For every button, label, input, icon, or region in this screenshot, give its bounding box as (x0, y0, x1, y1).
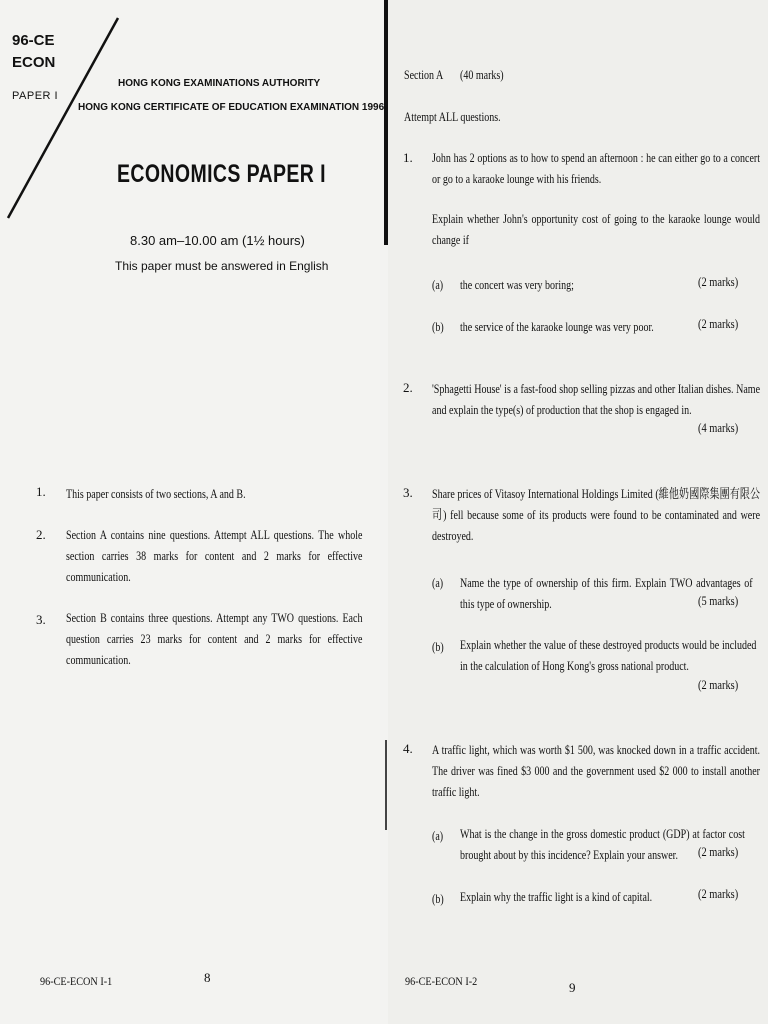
marks-label: (2 marks) (697, 316, 738, 331)
footer-page-number: 8 (204, 970, 211, 985)
marks-label: (2 marks) (697, 677, 738, 692)
marks-label: (2 marks) (697, 274, 738, 289)
question-text: A traffic light, which was worth $1 500, was knocked down in a traffic accident. The driver was fined $3 000 and the government used $2 000 to install another traffic light. (432, 742, 761, 799)
authority-heading: HONG KONG EXAMINATIONS AUTHORITY (118, 78, 321, 89)
question-text: Explain whether John's opportunity cost of going to the karaoke lounge would change if (432, 211, 761, 247)
paper-title: ECONOMICS PAPER I (117, 160, 326, 188)
instruction-text: Section B contains three questions. Attempt any TWO questions. Each question carries 23 marks for content and 2 marks for effective communication. (66, 610, 363, 667)
section-title: Section A (404, 67, 444, 82)
footer-paper-code: 96-CE-ECON I-2 (405, 974, 478, 988)
paper-number: PAPER I (12, 90, 59, 102)
subquestion-label: (a) (432, 575, 444, 590)
marks-label: (2 marks) (697, 844, 738, 859)
question-number: 2. (403, 380, 413, 395)
section-instruction: Attempt ALL questions. (404, 109, 501, 124)
marks-label: (4 marks) (697, 420, 738, 435)
exam-time: 8.30 am–10.00 am (1½ hours) (130, 233, 305, 248)
subquestion-label: (a) (432, 828, 444, 843)
instruction-text: Section A contains nine questions. Attempt ALL questions. The whole section carries 38 marks for content and 2 marks for effective communication. (66, 527, 363, 584)
question-text: 'Sphagetti House' is a fast-food shop selling pizzas and other Italian dishes. Name and explain the type(s) of production that the shop is engaged in. (432, 381, 761, 417)
exam-heading: HONG KONG CERTIFICATE OF EDUCATION EXAMINATION 1996 (78, 102, 385, 113)
footer-paper-code: 96-CE-ECON I-1 (40, 974, 113, 988)
binding-edge-mark (385, 740, 387, 830)
instruction-number: 2. (36, 527, 46, 542)
instruction-number: 3. (36, 612, 46, 627)
question-text: Share prices of Vitasoy International Holdings Limited (維他奶國際集團有限公司) fell because some of its products were found to be contaminated and were destroyed. (432, 486, 761, 543)
question-number: 4. (403, 741, 413, 756)
subquestion-text: Name the type of ownership of this firm. Explain TWO advantages of this type of ownership. (460, 575, 753, 611)
marks-label: (5 marks) (697, 593, 738, 608)
footer-page-number: 9 (569, 980, 576, 995)
subquestion-text: What is the change in the gross domestic product (GDP) at factor cost brought about by this incidence? Explain your answer. (460, 826, 745, 862)
subquestion-label: (b) (432, 319, 444, 334)
subquestion-text: the concert was very boring; (460, 277, 574, 292)
subquestion-text: the service of the karaoke lounge was very poor. (460, 319, 654, 334)
question-number: 1. (403, 150, 413, 165)
language-note: This paper must be answered in English (115, 259, 329, 273)
section-marks: (40 marks) (460, 67, 504, 82)
subquestion-label: (a) (432, 277, 444, 292)
subquestion-text: Explain why the traffic light is a kind of capital. (460, 889, 653, 904)
question-text: John has 2 options as to how to spend an afternoon : he can either go to a concert or go to a karaoke lounge with his friends. (432, 150, 761, 186)
instruction-text: This paper consists of two sections, A and B. (66, 486, 246, 501)
question-number: 3. (403, 485, 413, 500)
binding-edge (384, 0, 388, 245)
subquestion-label: (b) (432, 891, 444, 906)
paper-code-line2: ECON (12, 54, 56, 71)
instruction-number: 1. (36, 484, 46, 499)
paper-code-line1: 96-CE (12, 32, 55, 49)
subquestion-label: (b) (432, 639, 444, 654)
subquestion-text: Explain whether the value of these destroyed products would be included in the calculation of Hong Kong's gross national product. (460, 637, 757, 673)
marks-label: (2 marks) (697, 886, 738, 901)
